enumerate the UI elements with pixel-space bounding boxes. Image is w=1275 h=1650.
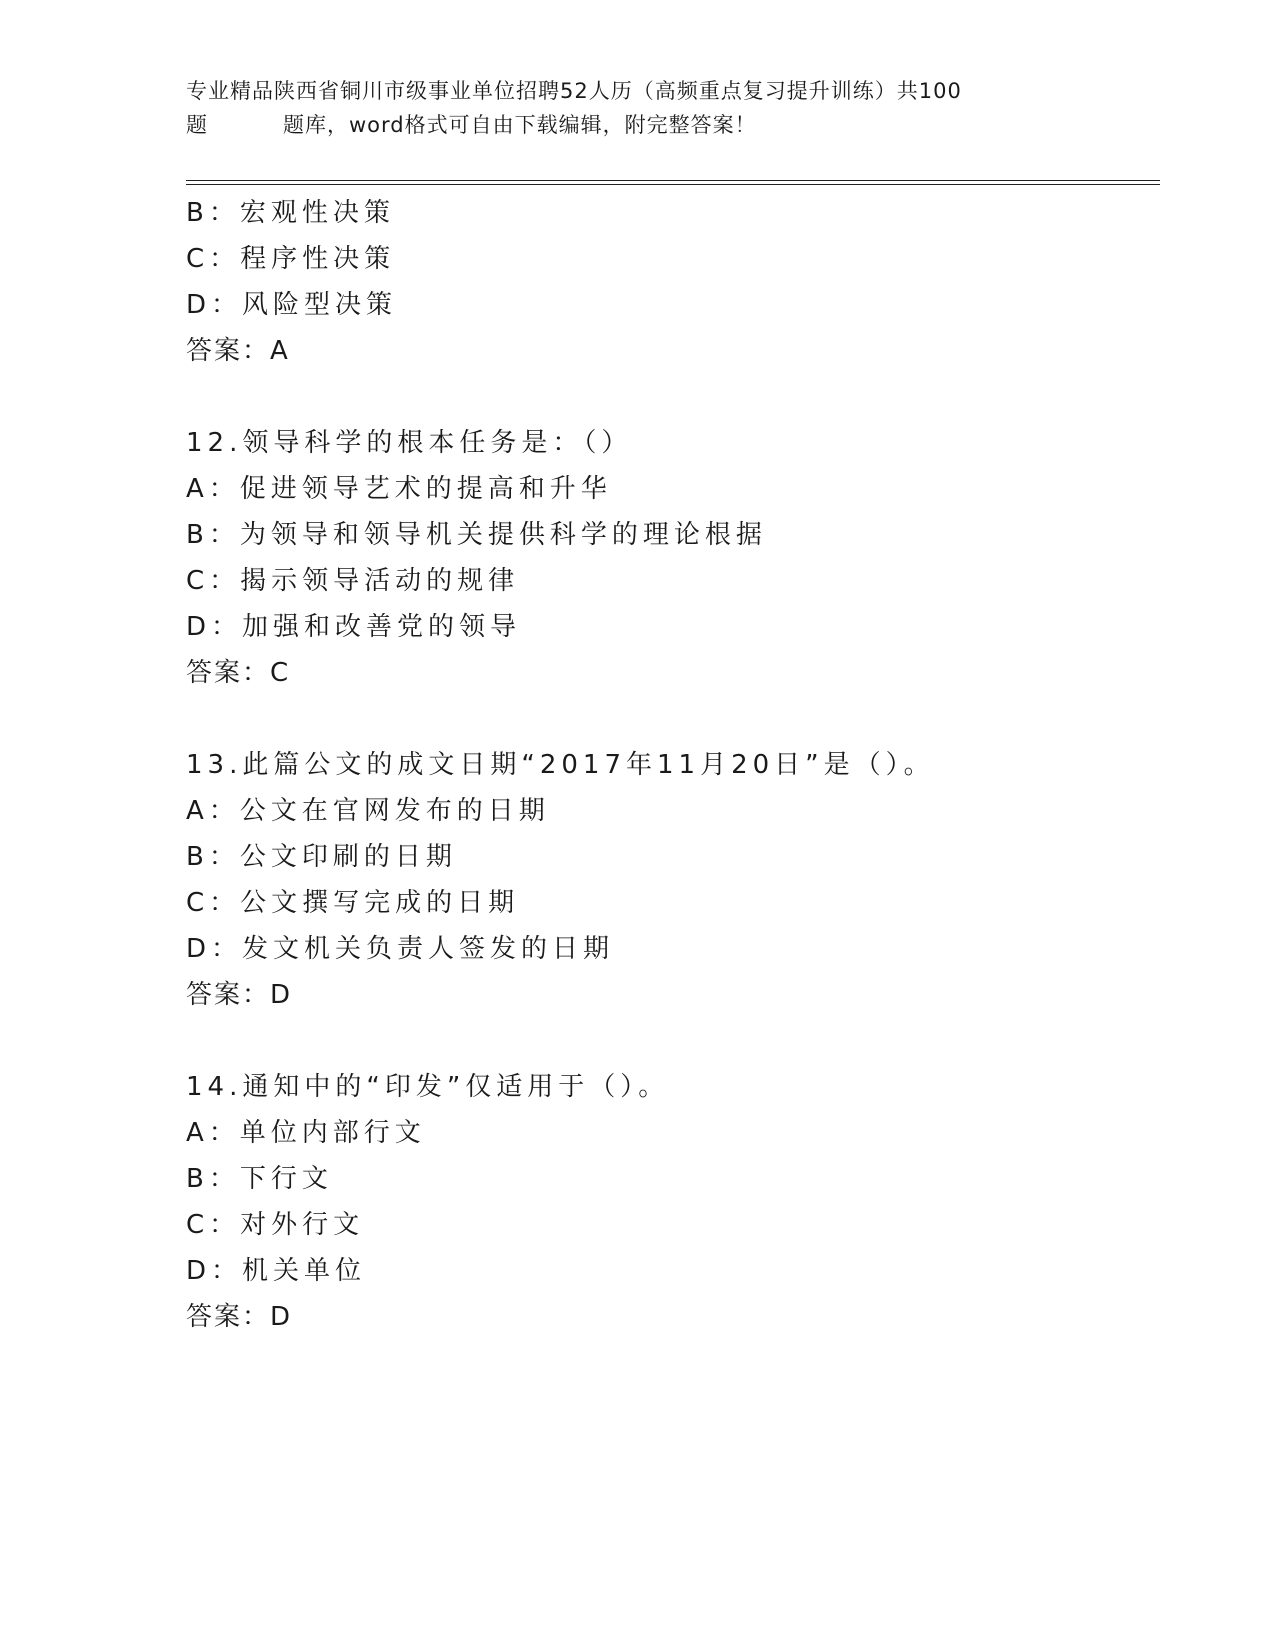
answer-line: 答案：D xyxy=(186,980,293,1010)
spacer xyxy=(186,374,1146,420)
option-d: D：机关单位 xyxy=(186,1256,367,1286)
question-stem: 12.领导科学的根本任务是：（） xyxy=(186,428,633,458)
header-divider-top xyxy=(186,180,1160,181)
option-d: D：发文机关负责人签发的日期 xyxy=(186,934,615,964)
option-b: B：为领导和领导机关提供科学的理论根据 xyxy=(186,520,767,550)
option-d: D：加强和改善党的领导 xyxy=(186,612,522,642)
spacer xyxy=(186,696,1146,742)
option-c: C：程序性决策 xyxy=(186,244,396,274)
option-d: D：风险型决策 xyxy=(186,290,398,320)
option-a: A：公文在官网发布的日期 xyxy=(186,796,550,826)
option-c: C：公文撰写完成的日期 xyxy=(186,888,520,918)
header-title-line2-head: 题 xyxy=(186,113,208,137)
question-stem: 14.通知中的“印发”仅适用于（）。 xyxy=(186,1072,670,1102)
answer-line: 答案：A xyxy=(186,336,290,366)
answer-line: 答案：D xyxy=(186,1302,293,1332)
question-13 xyxy=(186,742,1146,1018)
option-b: B：公文印刷的日期 xyxy=(186,842,457,872)
option-c: C：对外行文 xyxy=(186,1210,365,1240)
option-a: A：促进领导艺术的提高和升华 xyxy=(186,474,612,504)
option-b: B：宏观性决策 xyxy=(186,198,395,228)
answer-line: 答案：C xyxy=(186,658,291,688)
header-title-line2 xyxy=(186,108,1066,142)
question-stem: 13.此篇公文的成文日期“2017年11月20日”是（）。 xyxy=(186,750,935,780)
question-content xyxy=(186,190,1146,1340)
document-header xyxy=(186,74,1066,142)
question-14 xyxy=(186,1064,1146,1340)
spacer xyxy=(186,1018,1146,1064)
option-b: B：下行文 xyxy=(186,1164,333,1194)
option-c: C：揭示领导活动的规律 xyxy=(186,566,520,596)
option-a: A：单位内部行文 xyxy=(186,1118,426,1148)
header-divider-bottom xyxy=(186,184,1160,185)
previous-question-tail xyxy=(186,190,1146,374)
header-title-line1: 专业精品陕西省铜川市级事业单位招聘52人历（高频重点复习提升训练）共100 xyxy=(186,79,962,103)
header-title-line2-tail: 题库，word格式可自由下载编辑，附完整答案！ xyxy=(283,113,757,137)
question-12 xyxy=(186,420,1146,696)
